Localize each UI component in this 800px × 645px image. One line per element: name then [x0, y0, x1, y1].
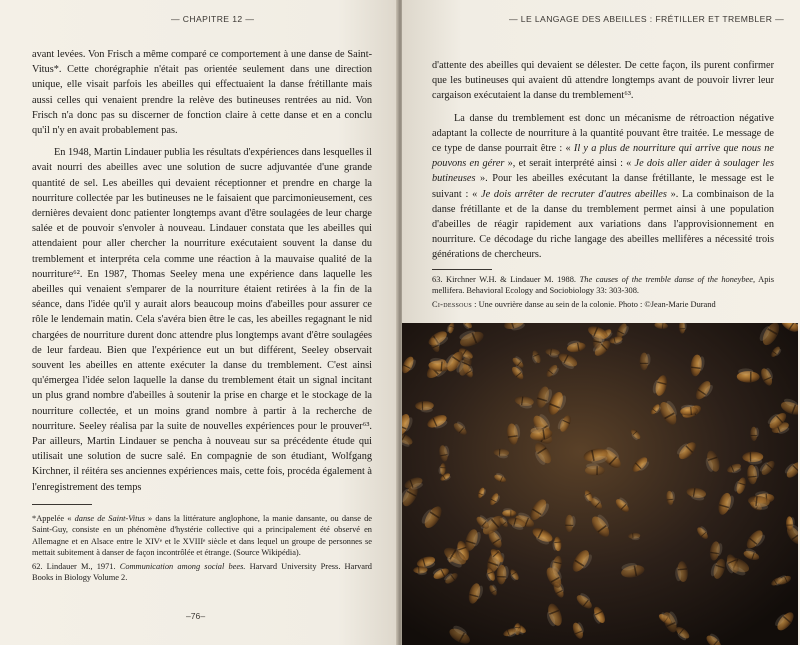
- footnote-rule: [432, 269, 492, 270]
- footnote-saint-vitus: *Appelée « danse de Saint-Vitus » dans la littérature anglophone, la manie dansante, ou danse de Saint-Guy, consiste en un phénomène d'hystérie collective qui a principalement été observé en Allemagne et en Alsace entre le XIVᵉ et le XVIIIᵉ siècle et dans lequel un groupe de personnes se mettait subitement à danser de façon incontrôlée et étrange. (Source Wikipédia).: [32, 514, 372, 558]
- footnote-63: 63. Kirchner W.H. & Lindauer M. 1988. The causes of the tremble danse of the honeybee, Apis mellifera. Behavioral Ecology and Sociobiology 33: 303-308.: [432, 275, 775, 296]
- footnote-62: 62. Lindauer M., 1971. Communication among social bees. Harvard University Press. Harvard Books in Biology Volume 2.: [32, 561, 372, 583]
- bee-photo-illustration: [402, 323, 798, 645]
- bee-colony-photo: [402, 323, 798, 645]
- left-paragraph-1: avant levées. Von Frisch a même comparé ce comportement à une danse de Saint-Vitus*. Cette chorégraphie n'était pas orientée seulement dans une direction unique, elle visait parfois les abeilles qui effectuaient la danse frétillante mais aussi celles qui venaient prendre la relève des butineuses rentrées au nid. Von Frisch n'a donc pas su discerner de fonction claire à cette danse et en a conclu qu'il n'y en avait probablement pas.: [32, 49, 372, 137]
- photo-caption: Ci-dessous : Une ouvrière danse au sein de la colonie. Photo : ©Jean-Marie Durand: [432, 299, 716, 309]
- left-body-text: [32, 47, 372, 495]
- right-footnotes: [432, 274, 774, 312]
- right-page: [402, 0, 800, 645]
- page-number: –76–: [186, 611, 206, 621]
- right-paragraph-2: La danse du tremblement est donc un mécanisme de rétroaction négative adaptant la collecte de nourriture à la quantité pouvant être traitée. Le message de ce type de danse pourrait être : « Il y a plus de nourriture qui arrive que nous ne pouvons en gérer », et serait interprété ainsi : « Je dois aller aider à soulager les butineuses ». Pour les abeilles exécutant la danse frétillante, le message est le suivant : « Je dois arrêter de recruter d'autres abeilles ». La combinaison de la danse frétillante et de la danse du tremblement permet ainsi à une population d'abeilles de réagir rapidement aux variations dans l'approvisionnement en nourriture. Ce décodage du riche langage des abeilles mellifères a nécessité trois générations de chercheurs.: [432, 112, 774, 261]
- left-page: [0, 0, 398, 645]
- right-paragraph-1: d'attente des abeilles qui devaient se délester. De cette façon, ils purent confirmer que les butineuses qui avaient dû attendre longtemps avant de pouvoir livrer leur cargaison exécutaient la danse du tremblement⁶³.: [432, 60, 774, 102]
- left-paragraph-2: En 1948, Martin Lindauer publia les résultats d'expériences dans lesquelles il avait nourri des abeilles avec une solution de sucre adjuvantée d'une grande quantité de sel. Les abeilles qui devaient réceptionner et prendre en charge la nourriture collectée par les butineuses ne le faisaient que parcimonieusement, ces dernières devaient donc patienter longtemps avant d'être soulagées de leur charge salée et de pouvoir s'envoler à nouveau. Lindauer constata que les abeilles qui attendaient pour aller chercher la nourriture exécutaient souvent la danse du tremblement et interpréta cela comme une réaction à la mauvaise qualité de la nourriture⁶². En 1987, Thomas Seeley mena une expérience dans laquelle les abeilles qui venaient s'emparer de la nourriture étaient retirées à la fin de la séance, dans l'idée qu'il y aurait alors beaucoup moins d'abeilles pour assurer ce rôle le lendemain matin. Cela s'avéra bien être le cas, les abeilles regagnant le nid chargées de nourriture durent donc attendre plus longtemps avant d'être soulagées de leur fardeau. Bien que l'expérience eut un but différent, Seeley observait souvent les abeilles en attente exécuter la danse du tremblement. C'est ainsi qu'émergea l'idée selon laquelle la danse du tremblement était un signal incitant un plus grand nombre d'abeilles à soutenir la prise en charge et le stockage de la nourriture collectée, et un moins grand nombre à partir à la recherche de nourriture. Seeley réalisa par la suite de nouvelles expériences pour le prouver⁶³. Par ailleurs, Martin Lindauer se pencha à nouveau sur sa précédente étude qui utilisait une solution de sucre salé. En compagnie de son étudiant, Wolfgang Kirchner, il réitéra ses anciennes expériences mais, cette fois, procéda également à l'enregistrement des temps: [32, 147, 372, 493]
- running-head-chapter: — CHAPITRE 12 —: [171, 14, 255, 24]
- left-footnotes: [32, 513, 372, 585]
- running-head-section: — LE LANGAGE DES ABEILLES : FRÉTILLER ET TREMBLER —: [509, 14, 785, 24]
- right-body-text: [432, 58, 774, 263]
- footnote-rule: [32, 504, 92, 505]
